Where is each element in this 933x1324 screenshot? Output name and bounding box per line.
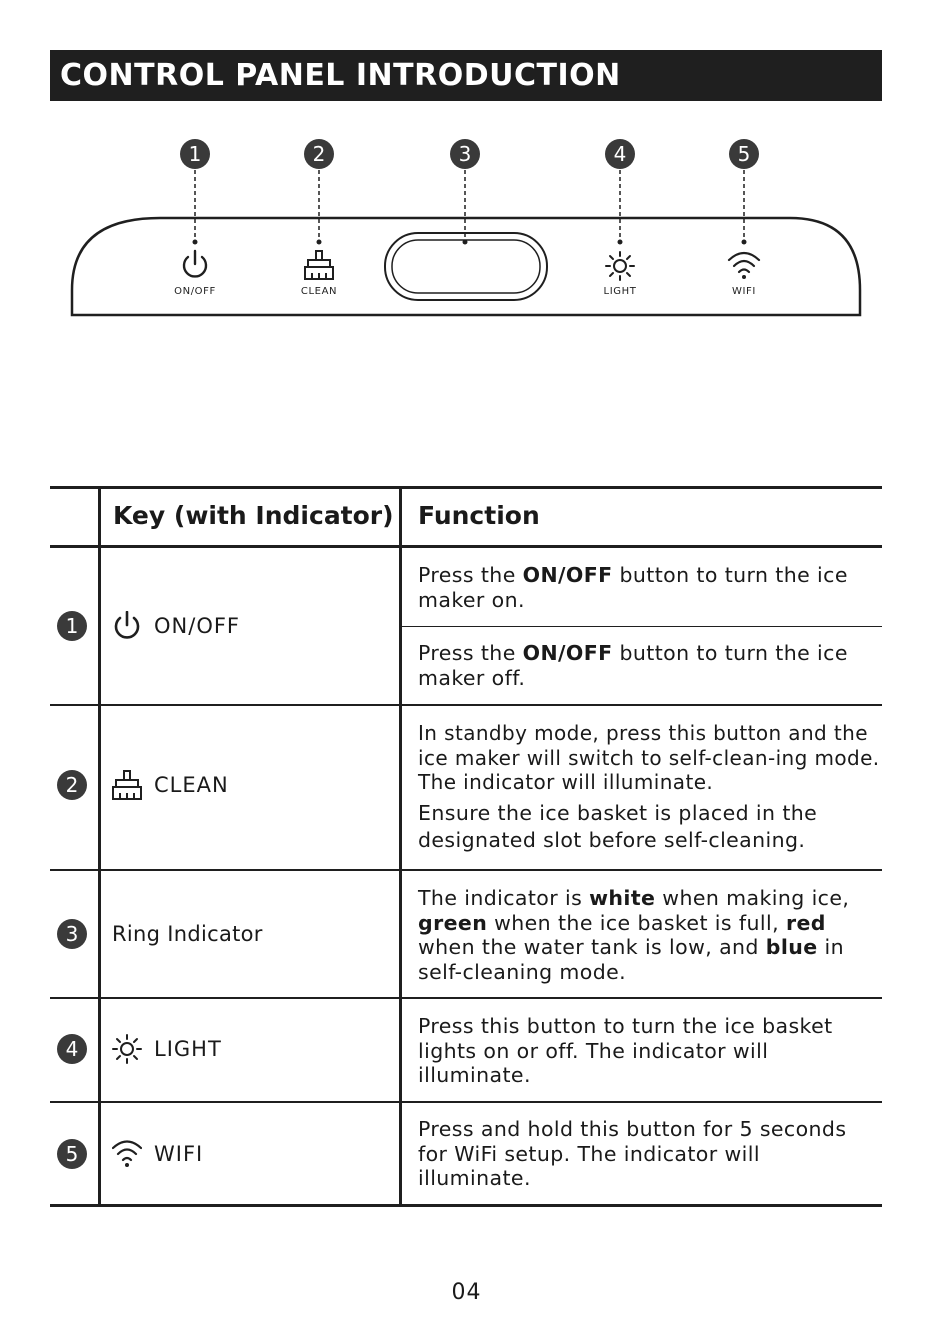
page-number: 04	[451, 1280, 482, 1305]
header-key: Key (with Indicator)	[113, 501, 394, 530]
function-onoff-off: Press the ON/OFF button to turn the ice maker off.	[418, 641, 848, 690]
panel-label-wifi: WIFI	[732, 286, 756, 297]
key-label-light: LIGHT	[154, 1037, 222, 1061]
callout-3: 3	[450, 139, 480, 169]
key-onoff	[112, 611, 240, 641]
row-number-5: 5	[57, 1139, 87, 1169]
callout-2: 2	[304, 139, 334, 169]
callout-4: 4	[605, 139, 635, 169]
key-label-onoff: ON/OFF	[154, 614, 241, 638]
callout-1: 1	[180, 139, 210, 169]
key-label-wifi: WIFI	[154, 1142, 204, 1166]
wifi-icon	[729, 253, 759, 279]
wifi-icon	[112, 1139, 142, 1169]
key-label-ring-indicator: Ring Indicator	[112, 922, 263, 946]
row-number-4: 4	[57, 1034, 87, 1064]
callout-5: 5	[729, 139, 759, 169]
header-function: Function	[418, 501, 540, 530]
key-light	[112, 1034, 222, 1064]
function-clean-standby: In standby mode, press this button and the ice maker will switch to self-clean-ing mode. The indicator will illuminate.	[418, 721, 880, 794]
row-number-1: 1	[57, 611, 87, 641]
row-number-3: 3	[57, 919, 87, 949]
function-clean-note: Ensure the ice basket is placed in the designated slot before self-cleaning.	[418, 801, 818, 852]
function-light: Press this button to turn the ice basket lights on or off. The indicator will illuminate.	[418, 1014, 833, 1087]
key-wifi	[112, 1139, 203, 1169]
control-panel-diagram	[0, 0, 933, 340]
key-clean	[112, 770, 229, 800]
clean-brush-icon	[112, 770, 142, 800]
page-title: CONTROL PANEL INTRODUCTION	[50, 50, 882, 101]
key-label-clean: CLEAN	[154, 773, 229, 797]
function-wifi: Press and hold this button for 5 seconds for WiFi setup. The indicator will illuminate.	[418, 1117, 847, 1190]
sun-light-icon	[606, 252, 634, 280]
function-onoff-on: Press the ON/OFF button to turn the ice maker on.	[418, 563, 848, 612]
panel-label-onoff: ON/OFF	[174, 286, 216, 297]
panel-label-light: LIGHT	[603, 286, 637, 297]
power-icon	[184, 251, 206, 276]
function-ring-indicator: The indicator is white when making ice, green when the ice basket is full, red when the water tank is low, and blue in self-cleaning mode.	[418, 886, 850, 984]
sun-light-icon	[112, 1034, 142, 1064]
clean-brush-icon	[305, 251, 333, 279]
row-number-2: 2	[57, 770, 87, 800]
power-icon	[112, 611, 142, 641]
key-ring-indicator	[112, 919, 263, 949]
panel-label-clean: CLEAN	[300, 286, 338, 297]
